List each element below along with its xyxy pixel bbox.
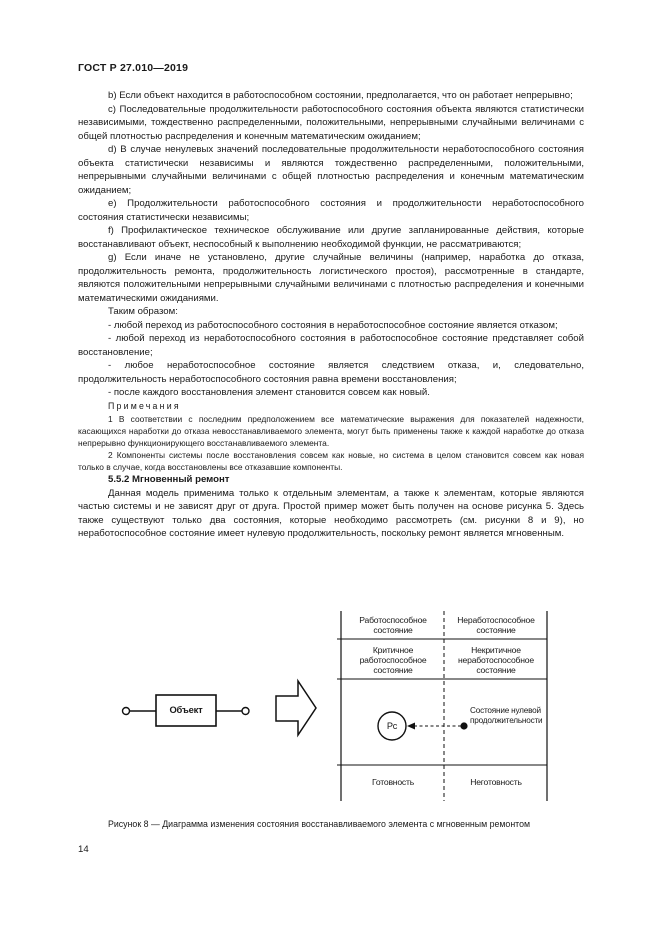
paragraph-g: g) Если иначе не установлено, другие случайные величины (например, наработка до отказа, продолжительность ремонта, продолжительность логистического простоя), рассмотренные в стандарте, являются положительными непрерывными случайными величинами с плотностью распределения и конечными математическими ожиданиями. xyxy=(78,252,584,304)
note-1: 1 В соответствии с последним предположением все математические выражения для показателей надежности, касающихся наработки до отказа невосстанавливаемого элемента, могут быть применены также к каждой наработке до отказа непрерывно функционирующего восстанавливаемого элемента. xyxy=(78,414,584,448)
bullet-failure: - любой переход из работоспособного состояния в неработоспособное состояние является отказом; xyxy=(108,319,558,331)
output-terminal xyxy=(242,708,249,715)
object-label: Объект xyxy=(169,704,203,715)
document-header: ГОСТ Р 27.010—2019 xyxy=(78,62,189,74)
bullet-restoration: - любой переход из неработоспособного состояния в работоспособное состояние представляет собой восстановление; xyxy=(78,333,584,358)
section-title: 5.5.2 Мгновенный ремонт xyxy=(108,474,230,485)
input-terminal xyxy=(123,708,130,715)
bullet-down-state: - любое неработоспособное состояние является следствием отказа, и, следовательно, продолжительность неработоспособного состояния равна времени восстановления; xyxy=(78,360,584,385)
col1-subheader: Критичное работоспособное состояние xyxy=(359,645,427,675)
paragraph-thus: Таким образом: xyxy=(108,306,178,317)
availability-label: Готовность xyxy=(371,777,415,787)
state-node-label: Рс xyxy=(386,721,398,731)
link-arrowhead xyxy=(407,723,415,730)
paragraph-c: c) Последовательные продолжительности работоспособного состояния объекта являются статистически независимыми, тождественно распределенными, положительными, непрерывными случайными величинами с общей плотностью распределения и конечным математическим ожиданием; xyxy=(78,103,584,142)
transition-arrow xyxy=(276,681,316,735)
notes-title: Примечания xyxy=(108,400,181,411)
section-text: Данная модель применима только к отдельным элементам, а также к элементам, которые являются частью системы и не зависят друг от друга. Простой пример может быть получен на основе рисунка 5. Здесь также существуют только два состояния, которые необходимо рассмотреть (см. рисунки 8 и 9), но неработоспособное состояние имеет нулевую продолжительность, поскольку ремонт является мгновенным. xyxy=(78,487,584,539)
col2-subheader: Некритичное неработоспособное состояние xyxy=(458,645,534,675)
note-2: 2 Компоненты системы после восстановления совсем как новые, но система в целом становится совсем как новая только в случае, когда восстановлены все отказавшие компоненты. xyxy=(78,450,584,472)
zero-duration-state-dot xyxy=(460,722,467,729)
unavailability-label: Неготовность xyxy=(470,777,522,787)
paragraph-e: e) Продолжительности работоспособного состояния и продолжительности неработоспособного состояния статистически независимы; xyxy=(78,198,584,223)
zero-duration-label: Состояние нулевой продолжительности xyxy=(470,706,543,725)
page-number: 14 xyxy=(78,844,89,855)
col1-header: Работоспособное состояние xyxy=(359,615,427,635)
body-text xyxy=(78,89,584,541)
figure-caption: Рисунок 8 — Диаграмма изменения состояния восстанавливаемого элемента с мгновенным ремонтом xyxy=(108,819,531,829)
col2-header: Неработоспособное состояние xyxy=(457,615,535,635)
paragraph-b: b) Если объект находится в работоспособном состоянии, предполагается, что он работает непрерывно; xyxy=(108,90,573,101)
state-diagram xyxy=(78,605,584,815)
bullet-as-good-as-new: - после каждого восстановления элемент становится совсем как новый. xyxy=(108,387,430,398)
paragraph-f: f) Профилактическое техническое обслуживание или другие запланированные действия, которые восстанавливают объект, неспособный к выполнению необходимой функции, не рассматриваются; xyxy=(78,225,584,250)
paragraph-d: d) В случае ненулевых значений последовательные продолжительности неработоспособного состояния объекта статистически независимы и являются тождественно распределенными, положительными, непрерывными случайными величинами с общей плотностью распределения и конечным математическим ожиданием; xyxy=(78,144,584,196)
